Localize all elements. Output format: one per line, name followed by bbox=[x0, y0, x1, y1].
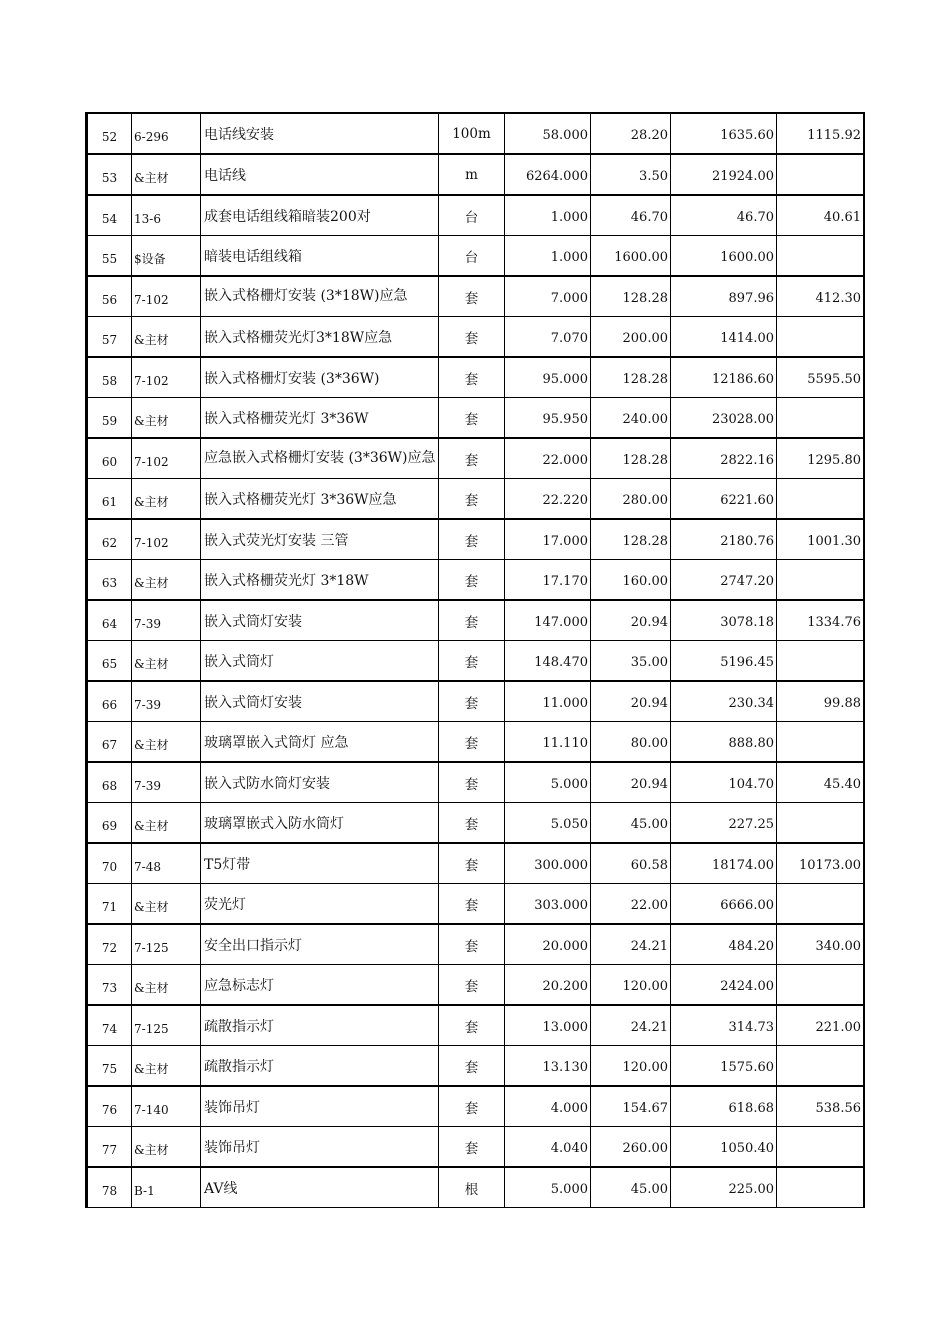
unit-cell: 套 bbox=[439, 965, 505, 1006]
amount-cell: 227.25 bbox=[671, 803, 777, 844]
labor-cost-cell: 1295.80 bbox=[777, 438, 865, 479]
unit-price-cell: 3.50 bbox=[591, 154, 671, 195]
row-number-cell: 71 bbox=[87, 884, 132, 925]
item-name-cell: AV线 bbox=[201, 1167, 439, 1208]
unit-cell: 套 bbox=[439, 1086, 505, 1127]
unit-price-cell: 24.21 bbox=[591, 1005, 671, 1046]
table-row bbox=[87, 1127, 865, 1168]
amount-cell: 1600.00 bbox=[671, 236, 777, 277]
amount-cell: 6221.60 bbox=[671, 479, 777, 520]
unit-price-cell: 120.00 bbox=[591, 965, 671, 1006]
item-code-cell: 7-125 bbox=[132, 1005, 201, 1046]
unit-cell: 套 bbox=[439, 600, 505, 641]
row-number-cell: 69 bbox=[87, 803, 132, 844]
unit-cell: 套 bbox=[439, 357, 505, 398]
unit-cell: m bbox=[439, 154, 505, 195]
quantity-cell: 4.040 bbox=[505, 1127, 591, 1168]
quantity-cell: 17.170 bbox=[505, 560, 591, 601]
item-name-cell: 应急嵌入式格栅灯安装 (3*36W)应急 bbox=[201, 438, 439, 479]
row-number-cell: 65 bbox=[87, 641, 132, 682]
amount-cell: 1575.60 bbox=[671, 1046, 777, 1087]
unit-price-cell: 22.00 bbox=[591, 884, 671, 925]
unit-price-cell: 60.58 bbox=[591, 843, 671, 884]
estimate-table bbox=[85, 112, 865, 1208]
item-code-cell: 7-125 bbox=[132, 924, 201, 965]
table-row bbox=[87, 641, 865, 682]
unit-price-cell: 46.70 bbox=[591, 195, 671, 236]
table-row bbox=[87, 965, 865, 1006]
quantity-cell: 1.000 bbox=[505, 236, 591, 277]
item-name-cell: T5灯带 bbox=[201, 843, 439, 884]
row-number-cell: 60 bbox=[87, 438, 132, 479]
unit-price-cell: 128.28 bbox=[591, 438, 671, 479]
item-name-cell: 应急标志灯 bbox=[201, 965, 439, 1006]
row-number-cell: 66 bbox=[87, 681, 132, 722]
unit-price-cell: 154.67 bbox=[591, 1086, 671, 1127]
labor-cost-cell bbox=[777, 398, 865, 439]
item-code-cell: $设备 bbox=[132, 236, 201, 277]
unit-price-cell: 20.94 bbox=[591, 681, 671, 722]
row-number-cell: 63 bbox=[87, 560, 132, 601]
item-code-cell: 7-39 bbox=[132, 762, 201, 803]
unit-price-cell: 200.00 bbox=[591, 317, 671, 358]
unit-cell: 套 bbox=[439, 681, 505, 722]
quantity-cell: 148.470 bbox=[505, 641, 591, 682]
row-number-cell: 74 bbox=[87, 1005, 132, 1046]
labor-cost-cell bbox=[777, 803, 865, 844]
item-name-cell: 成套电话组线箱暗装200对 bbox=[201, 195, 439, 236]
unit-price-cell: 24.21 bbox=[591, 924, 671, 965]
unit-cell: 套 bbox=[439, 1127, 505, 1168]
estimate-table-body bbox=[87, 113, 865, 1208]
amount-cell: 2424.00 bbox=[671, 965, 777, 1006]
row-number-cell: 75 bbox=[87, 1046, 132, 1087]
item-name-cell: 疏散指示灯 bbox=[201, 1046, 439, 1087]
quantity-cell: 303.000 bbox=[505, 884, 591, 925]
amount-cell: 46.70 bbox=[671, 195, 777, 236]
amount-cell: 12186.60 bbox=[671, 357, 777, 398]
item-code-cell: 7-102 bbox=[132, 276, 201, 317]
amount-cell: 5196.45 bbox=[671, 641, 777, 682]
unit-price-cell: 20.94 bbox=[591, 762, 671, 803]
table-row bbox=[87, 924, 865, 965]
table-row bbox=[87, 1167, 865, 1208]
item-name-cell: 荧光灯 bbox=[201, 884, 439, 925]
unit-price-cell: 128.28 bbox=[591, 276, 671, 317]
labor-cost-cell bbox=[777, 317, 865, 358]
table-row bbox=[87, 154, 865, 195]
unit-cell: 套 bbox=[439, 843, 505, 884]
unit-price-cell: 45.00 bbox=[591, 803, 671, 844]
table-row bbox=[87, 438, 865, 479]
amount-cell: 2822.16 bbox=[671, 438, 777, 479]
amount-cell: 2747.20 bbox=[671, 560, 777, 601]
item-name-cell: 暗装电话组线箱 bbox=[201, 236, 439, 277]
amount-cell: 6666.00 bbox=[671, 884, 777, 925]
item-code-cell: 7-39 bbox=[132, 681, 201, 722]
row-number-cell: 73 bbox=[87, 965, 132, 1006]
unit-cell: 套 bbox=[439, 1005, 505, 1046]
row-number-cell: 56 bbox=[87, 276, 132, 317]
labor-cost-cell: 1115.92 bbox=[777, 113, 865, 154]
labor-cost-cell bbox=[777, 236, 865, 277]
quantity-cell: 1.000 bbox=[505, 195, 591, 236]
item-code-cell: &主材 bbox=[132, 1127, 201, 1168]
row-number-cell: 64 bbox=[87, 600, 132, 641]
row-number-cell: 62 bbox=[87, 519, 132, 560]
row-number-cell: 78 bbox=[87, 1167, 132, 1208]
amount-cell: 225.00 bbox=[671, 1167, 777, 1208]
unit-cell: 套 bbox=[439, 479, 505, 520]
item-name-cell: 装饰吊灯 bbox=[201, 1127, 439, 1168]
unit-cell: 套 bbox=[439, 519, 505, 560]
unit-cell: 套 bbox=[439, 560, 505, 601]
labor-cost-cell: 538.56 bbox=[777, 1086, 865, 1127]
item-code-cell: &主材 bbox=[132, 641, 201, 682]
row-number-cell: 72 bbox=[87, 924, 132, 965]
unit-cell: 套 bbox=[439, 1046, 505, 1087]
item-code-cell: 7-48 bbox=[132, 843, 201, 884]
row-number-cell: 77 bbox=[87, 1127, 132, 1168]
labor-cost-cell bbox=[777, 560, 865, 601]
table-row bbox=[87, 1046, 865, 1087]
quantity-cell: 11.000 bbox=[505, 681, 591, 722]
table-row bbox=[87, 1005, 865, 1046]
quantity-cell: 22.000 bbox=[505, 438, 591, 479]
unit-cell: 台 bbox=[439, 236, 505, 277]
labor-cost-cell bbox=[777, 1167, 865, 1208]
item-name-cell: 安全出口指示灯 bbox=[201, 924, 439, 965]
unit-cell: 套 bbox=[439, 924, 505, 965]
item-code-cell: 7-102 bbox=[132, 438, 201, 479]
unit-price-cell: 80.00 bbox=[591, 722, 671, 763]
unit-price-cell: 20.94 bbox=[591, 600, 671, 641]
item-code-cell: 7-102 bbox=[132, 519, 201, 560]
item-code-cell: &主材 bbox=[132, 560, 201, 601]
labor-cost-cell bbox=[777, 884, 865, 925]
unit-cell: 套 bbox=[439, 276, 505, 317]
row-number-cell: 59 bbox=[87, 398, 132, 439]
quantity-cell: 20.200 bbox=[505, 965, 591, 1006]
table-row bbox=[87, 884, 865, 925]
labor-cost-cell: 340.00 bbox=[777, 924, 865, 965]
amount-cell: 104.70 bbox=[671, 762, 777, 803]
item-name-cell: 电话线 bbox=[201, 154, 439, 195]
quantity-cell: 5.000 bbox=[505, 1167, 591, 1208]
labor-cost-cell: 1334.76 bbox=[777, 600, 865, 641]
item-name-cell: 嵌入式格栅灯安装 (3*18W)应急 bbox=[201, 276, 439, 317]
row-number-cell: 57 bbox=[87, 317, 132, 358]
row-number-cell: 67 bbox=[87, 722, 132, 763]
item-code-cell: &主材 bbox=[132, 479, 201, 520]
item-name-cell: 嵌入式筒灯 bbox=[201, 641, 439, 682]
amount-cell: 1635.60 bbox=[671, 113, 777, 154]
row-number-cell: 55 bbox=[87, 236, 132, 277]
item-name-cell: 嵌入式格栅荧光灯 3*36W应急 bbox=[201, 479, 439, 520]
unit-cell: 套 bbox=[439, 641, 505, 682]
quantity-cell: 95.000 bbox=[505, 357, 591, 398]
item-name-cell: 玻璃罩嵌式入防水筒灯 bbox=[201, 803, 439, 844]
labor-cost-cell: 45.40 bbox=[777, 762, 865, 803]
item-code-cell: &主材 bbox=[132, 317, 201, 358]
unit-cell: 套 bbox=[439, 884, 505, 925]
row-number-cell: 52 bbox=[87, 113, 132, 154]
unit-cell: 套 bbox=[439, 398, 505, 439]
unit-price-cell: 120.00 bbox=[591, 1046, 671, 1087]
row-number-cell: 61 bbox=[87, 479, 132, 520]
amount-cell: 484.20 bbox=[671, 924, 777, 965]
unit-price-cell: 45.00 bbox=[591, 1167, 671, 1208]
unit-price-cell: 28.20 bbox=[591, 113, 671, 154]
labor-cost-cell bbox=[777, 1127, 865, 1168]
table-row bbox=[87, 722, 865, 763]
table-row bbox=[87, 681, 865, 722]
table-row bbox=[87, 803, 865, 844]
quantity-cell: 300.000 bbox=[505, 843, 591, 884]
unit-price-cell: 160.00 bbox=[591, 560, 671, 601]
item-name-cell: 嵌入式荧光灯安装 三管 bbox=[201, 519, 439, 560]
unit-price-cell: 280.00 bbox=[591, 479, 671, 520]
quantity-cell: 5.000 bbox=[505, 762, 591, 803]
quantity-cell: 147.000 bbox=[505, 600, 591, 641]
row-number-cell: 76 bbox=[87, 1086, 132, 1127]
item-code-cell: &主材 bbox=[132, 398, 201, 439]
item-code-cell: &主材 bbox=[132, 965, 201, 1006]
item-code-cell: 7-102 bbox=[132, 357, 201, 398]
table-row bbox=[87, 317, 865, 358]
unit-price-cell: 128.28 bbox=[591, 357, 671, 398]
labor-cost-cell bbox=[777, 479, 865, 520]
amount-cell: 23028.00 bbox=[671, 398, 777, 439]
amount-cell: 21924.00 bbox=[671, 154, 777, 195]
item-code-cell: &主材 bbox=[132, 722, 201, 763]
labor-cost-cell: 99.88 bbox=[777, 681, 865, 722]
quantity-cell: 13.000 bbox=[505, 1005, 591, 1046]
table-row bbox=[87, 479, 865, 520]
row-number-cell: 53 bbox=[87, 154, 132, 195]
unit-price-cell: 240.00 bbox=[591, 398, 671, 439]
item-code-cell: B-1 bbox=[132, 1167, 201, 1208]
amount-cell: 3078.18 bbox=[671, 600, 777, 641]
amount-cell: 888.80 bbox=[671, 722, 777, 763]
quantity-cell: 20.000 bbox=[505, 924, 591, 965]
quantity-cell: 13.130 bbox=[505, 1046, 591, 1087]
labor-cost-cell bbox=[777, 1046, 865, 1087]
item-name-cell: 嵌入式格栅荧光灯 3*18W bbox=[201, 560, 439, 601]
table-row bbox=[87, 843, 865, 884]
amount-cell: 1414.00 bbox=[671, 317, 777, 358]
amount-cell: 18174.00 bbox=[671, 843, 777, 884]
unit-cell: 台 bbox=[439, 195, 505, 236]
item-name-cell: 嵌入式格栅灯安装 (3*36W) bbox=[201, 357, 439, 398]
item-name-cell: 电话线安装 bbox=[201, 113, 439, 154]
item-name-cell: 嵌入式筒灯安装 bbox=[201, 681, 439, 722]
amount-cell: 897.96 bbox=[671, 276, 777, 317]
table-row bbox=[87, 113, 865, 154]
item-code-cell: &主材 bbox=[132, 884, 201, 925]
item-code-cell: &主材 bbox=[132, 154, 201, 195]
quantity-cell: 7.000 bbox=[505, 276, 591, 317]
item-name-cell: 嵌入式格栅荧光灯 3*36W bbox=[201, 398, 439, 439]
amount-cell: 2180.76 bbox=[671, 519, 777, 560]
row-number-cell: 68 bbox=[87, 762, 132, 803]
table-row bbox=[87, 276, 865, 317]
row-number-cell: 58 bbox=[87, 357, 132, 398]
table-row bbox=[87, 519, 865, 560]
item-name-cell: 嵌入式筒灯安装 bbox=[201, 600, 439, 641]
quantity-cell: 11.110 bbox=[505, 722, 591, 763]
table-row bbox=[87, 762, 865, 803]
unit-cell: 套 bbox=[439, 317, 505, 358]
item-name-cell: 嵌入式格栅荧光灯3*18W应急 bbox=[201, 317, 439, 358]
labor-cost-cell: 40.61 bbox=[777, 195, 865, 236]
quantity-cell: 22.220 bbox=[505, 479, 591, 520]
labor-cost-cell: 10173.00 bbox=[777, 843, 865, 884]
quantity-cell: 58.000 bbox=[505, 113, 591, 154]
unit-price-cell: 1600.00 bbox=[591, 236, 671, 277]
labor-cost-cell bbox=[777, 965, 865, 1006]
amount-cell: 314.73 bbox=[671, 1005, 777, 1046]
quantity-cell: 17.000 bbox=[505, 519, 591, 560]
labor-cost-cell bbox=[777, 154, 865, 195]
amount-cell: 1050.40 bbox=[671, 1127, 777, 1168]
item-name-cell: 装饰吊灯 bbox=[201, 1086, 439, 1127]
quantity-cell: 4.000 bbox=[505, 1086, 591, 1127]
unit-price-cell: 35.00 bbox=[591, 641, 671, 682]
item-code-cell: &主材 bbox=[132, 1046, 201, 1087]
quantity-cell: 5.050 bbox=[505, 803, 591, 844]
quantity-cell: 95.950 bbox=[505, 398, 591, 439]
table-row bbox=[87, 600, 865, 641]
amount-cell: 230.34 bbox=[671, 681, 777, 722]
item-name-cell: 嵌入式防水筒灯安装 bbox=[201, 762, 439, 803]
table-row bbox=[87, 398, 865, 439]
item-name-cell: 疏散指示灯 bbox=[201, 1005, 439, 1046]
item-code-cell: 7-140 bbox=[132, 1086, 201, 1127]
quantity-cell: 6264.000 bbox=[505, 154, 591, 195]
unit-cell: 套 bbox=[439, 722, 505, 763]
row-number-cell: 70 bbox=[87, 843, 132, 884]
unit-price-cell: 260.00 bbox=[591, 1127, 671, 1168]
labor-cost-cell: 221.00 bbox=[777, 1005, 865, 1046]
amount-cell: 618.68 bbox=[671, 1086, 777, 1127]
labor-cost-cell: 5595.50 bbox=[777, 357, 865, 398]
quantity-cell: 7.070 bbox=[505, 317, 591, 358]
item-code-cell: &主材 bbox=[132, 803, 201, 844]
table-row bbox=[87, 236, 865, 277]
unit-cell: 套 bbox=[439, 803, 505, 844]
table-row bbox=[87, 1086, 865, 1127]
labor-cost-cell bbox=[777, 722, 865, 763]
labor-cost-cell: 412.30 bbox=[777, 276, 865, 317]
unit-cell: 100m bbox=[439, 113, 505, 154]
unit-cell: 根 bbox=[439, 1167, 505, 1208]
unit-cell: 套 bbox=[439, 762, 505, 803]
unit-cell: 套 bbox=[439, 438, 505, 479]
labor-cost-cell bbox=[777, 641, 865, 682]
table-row bbox=[87, 195, 865, 236]
table-row bbox=[87, 357, 865, 398]
row-number-cell: 54 bbox=[87, 195, 132, 236]
item-code-cell: 7-39 bbox=[132, 600, 201, 641]
item-name-cell: 玻璃罩嵌入式筒灯 应急 bbox=[201, 722, 439, 763]
labor-cost-cell: 1001.30 bbox=[777, 519, 865, 560]
unit-price-cell: 128.28 bbox=[591, 519, 671, 560]
item-code-cell: 13-6 bbox=[132, 195, 201, 236]
table-row bbox=[87, 560, 865, 601]
item-code-cell: 6-296 bbox=[132, 113, 201, 154]
